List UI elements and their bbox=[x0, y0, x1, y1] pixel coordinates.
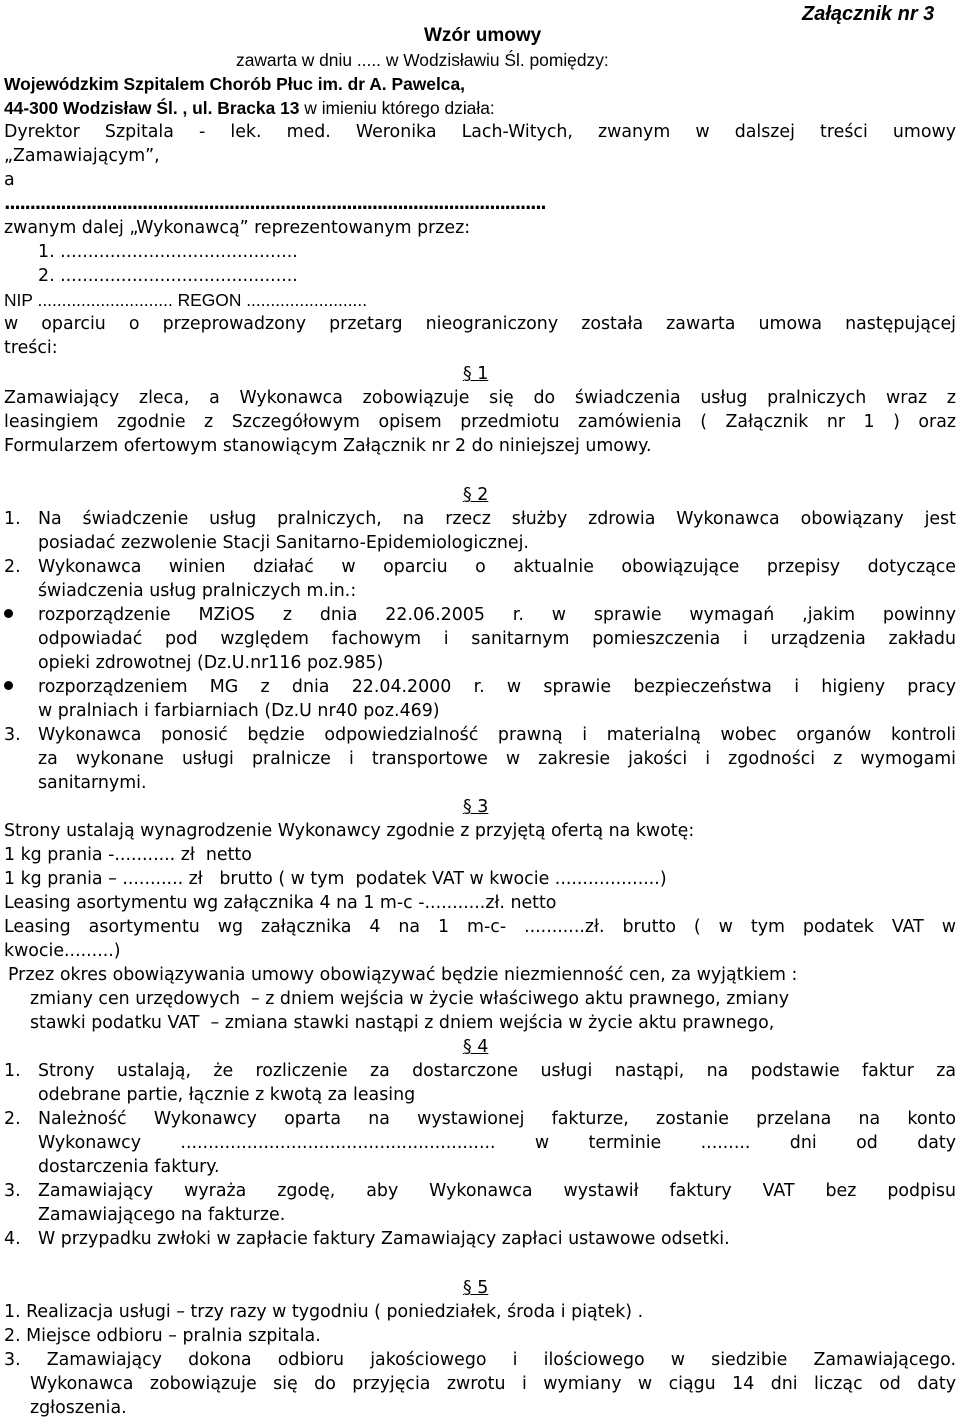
item-number: 2. bbox=[4, 557, 21, 577]
section-2-text: Wykonawca winien działać w oparciu o aktualnie obowiązujące przepisy dotyczące bbox=[38, 557, 956, 577]
section-1-heading: § 1 bbox=[463, 364, 489, 384]
section-2-text: Wykonawca ponosić będzie odpowiedzialność prawną i materialną wobec organów kontroli bbox=[38, 725, 956, 745]
contractor-dots: .......................................................................................................... bbox=[4, 194, 546, 214]
nip-regon-line: NIP ............................ REGON ......................... bbox=[4, 290, 368, 310]
section-4-text: odebrane partie, łącznie z kwotą za leasing bbox=[38, 1085, 416, 1105]
section-4-heading: § 4 bbox=[463, 1037, 489, 1057]
section-3-heading: § 3 bbox=[463, 797, 489, 817]
item-number: 3. bbox=[4, 1181, 21, 1201]
basis-line: w oparciu o przeprowadzony przetarg nieograniczony została zawarta umowa następującej bbox=[4, 314, 956, 334]
representative-2: 2. ........................................... bbox=[38, 266, 298, 286]
price-line: kwocie.........) bbox=[4, 941, 121, 961]
section-2-heading: § 2 bbox=[463, 485, 489, 505]
price-line: Leasing asortymentu wg załącznika 4 na 1 m-c- ...........zł. brutto ( w tym podatek VAT w bbox=[4, 917, 956, 937]
section-5-text: 2. Miejsce odbioru – pralnia szpitala. bbox=[4, 1326, 321, 1346]
section-4-text: Strony ustalają, że rozliczenie za dostarczone usługi nastąpi, na podstawie faktur za bbox=[38, 1061, 956, 1081]
section-4-text: Zamawiającego na fakturze. bbox=[38, 1205, 286, 1225]
section-4-text: Wykonawcy ......................................................... w terminie ......... dni od daty bbox=[38, 1133, 956, 1153]
director-line: Dyrektor Szpitala - lek. med. Weronika Lach-Witych, zwanym w dalszej treści umowy bbox=[4, 122, 956, 142]
section-2-text: odpowiadać pod względem fachowym i sanitarnym pomieszczenia i urządzenia zakładu bbox=[38, 629, 956, 649]
item-number: 1. bbox=[4, 1061, 21, 1081]
item-number: 2. bbox=[4, 1109, 21, 1129]
bullet-icon bbox=[4, 609, 13, 618]
section-2-text: w pralniach i farbiarniach (Dz.U nr40 poz.469) bbox=[38, 701, 440, 721]
concluded-line: zawarta w dniu ..... w Wodzisławiu Śl. pomiędzy: bbox=[236, 50, 609, 70]
section-2-text: opieki zdrowotnej (Dz.U.nr116 poz.985) bbox=[38, 653, 384, 673]
director-line-cont: „Zamawiającym”, bbox=[4, 146, 160, 166]
section-4-text: Zamawiający wyraża zgodę, aby Wykonawca wystawił faktury VAT bez podpisu bbox=[38, 1181, 956, 1201]
section-5-heading: § 5 bbox=[463, 1278, 489, 1298]
basis-line-cont: treści: bbox=[4, 338, 58, 358]
section-5-text: Wykonawca zobowiązuje się do przyjęcia zwrotu i wymiany w ciągu 14 dni licząc od daty bbox=[30, 1374, 956, 1394]
section-4-text: W przypadku zwłoki w zapłacie faktury Zamawiający zapłaci ustawowe odsetki. bbox=[38, 1229, 730, 1249]
section-4-text: Należność Wykonawcy oparta na wystawionej fakturze, zostanie przelana na konto bbox=[38, 1109, 956, 1129]
price-line: 1 kg prania – ........... zł brutto ( w tym podatek VAT w kwocie ...................) bbox=[4, 869, 667, 889]
section-2-text: rozporządzeniem MG z dnia 22.04.2000 r. w sprawie bezpieczeństwa i higieny pracy bbox=[38, 677, 956, 697]
section-2-text: za wykonane usługi pralnicze i transportowe w zakresie jakości i zgodności z wymogami bbox=[38, 749, 956, 769]
bullet-icon bbox=[4, 681, 13, 690]
on-behalf-text: w imieniu którego działa: bbox=[299, 98, 495, 118]
and-text: a bbox=[4, 170, 15, 190]
section-5-text: 3. Zamawiający dokona odbioru jakościowego i ilościowego w siedzibie Zamawiającego. bbox=[4, 1350, 956, 1370]
item-number: 3. bbox=[4, 725, 21, 745]
hospital-address: 44-300 Wodzisław Śl. , ul. Bracka 13 bbox=[4, 98, 300, 118]
section-2-text: świadczenia usług pralniczych m.in.: bbox=[38, 581, 357, 601]
section-3-text: Przez okres obowiązywania umowy obowiązywać będzie niezmienność cen, za wyjątkiem : bbox=[8, 965, 798, 985]
section-2-text: posiadać zezwolenie Stacji Sanitarno-Epidemiologicznej. bbox=[38, 533, 529, 553]
section-5-text: 1. Realizacja usługi – trzy razy w tygodniu ( poniedziałek, środa i piątek) . bbox=[4, 1302, 644, 1322]
document-title: Wzór umowy bbox=[424, 25, 542, 46]
section-4-text: dostarczenia faktury. bbox=[38, 1157, 220, 1177]
section-1-text: Zamawiający zleca, a Wykonawca zobowiązuje się do świadczenia usług pralniczych wraz z bbox=[4, 388, 956, 408]
item-number: 1. bbox=[4, 509, 21, 529]
section-5-text: zgłoszenia. bbox=[30, 1398, 127, 1418]
section-3-text: stawki podatku VAT – zmiana stawki nastąpi z dniem wejścia w życie aktu prawnego, bbox=[30, 1013, 775, 1033]
hospital-name: Wojewódzkim Szpitalem Chorób Płuc im. dr A. Pawelca, bbox=[4, 74, 465, 94]
item-number: 4. bbox=[4, 1229, 21, 1249]
contractor-line: zwanym dalej „Wykonawcą” reprezentowanym przez: bbox=[4, 218, 471, 238]
annex-label: Załącznik nr 3 bbox=[802, 3, 935, 25]
price-line: 1 kg prania -........... zł netto bbox=[4, 845, 252, 865]
section-2-text: Na świadczenie usług pralniczych, na rzecz służby zdrowia Wykonawca obowiązany jest bbox=[38, 509, 956, 529]
section-3-text: Strony ustalają wynagrodzenie Wykonawcy zgodnie z przyjętą ofertą na kwotę: bbox=[4, 821, 695, 841]
section-1-text: Formularzem ofertowym stanowiącym Załącznik nr 2 do niniejszej umowy. bbox=[4, 436, 652, 456]
section-3-text: zmiany cen urzędowych – z dniem wejścia w życie właściwego aktu prawnego, zmiany bbox=[30, 989, 790, 1009]
section-1-text: leasingiem zgodnie z Szczegółowym opisem przedmiotu zamówienia ( Załącznik nr 1 ) oraz bbox=[4, 412, 956, 432]
address-line bbox=[4, 97, 495, 120]
section-2-text: rozporządzenie MZiOS z dnia 22.06.2005 r. w sprawie wymagań ,jakim powinny bbox=[38, 605, 956, 625]
representative-1: 1. ........................................... bbox=[38, 242, 298, 262]
price-line: Leasing asortymentu wg załącznika 4 na 1 m-c -...........zł. netto bbox=[4, 893, 557, 913]
section-2-text: sanitarnymi. bbox=[38, 773, 147, 793]
